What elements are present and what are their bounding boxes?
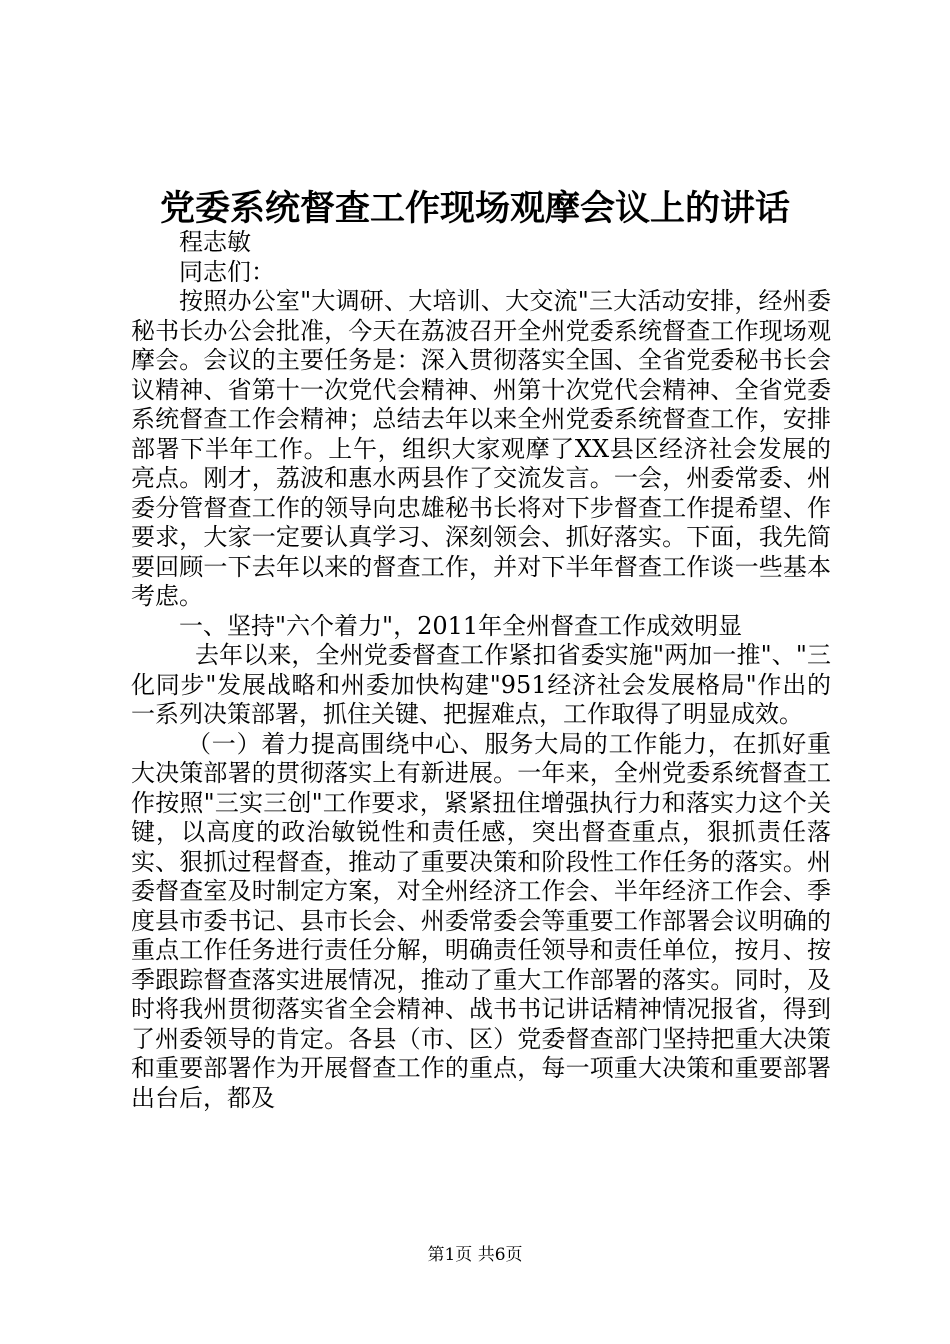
- intro-paragraph: 按照办公室"大调研、大培训、大交流"三大活动安排，经州委秘书长办公会批准，今天在荔波召开全州党委系统督查工作现场观摩会。会议的主要任务是：深入贯彻落实全国、全省党委秘书长会议精神、省第十一次党代会精神、州第十次党代会精神、全省党委系统督查工作会精神；总结去年以来全州党委系统督查工作，安排部署下半年工作。上午，组织大家观摩了XX县区经济社会发展的亮点。刚才，荔波和惠水两县作了交流发言。一会，州委常委、州委分管督查工作的领导向忠雄秘书长将对下步督查工作提希望、作要求，大家一定要认真学习、深刻领会、抓好落实。下面，我先简要回顾一下去年以来的督查工作，并对下半年督查工作谈一些基本考虑。: [131, 287, 831, 610]
- author-name: 程志敏: [179, 228, 251, 256]
- page-footer: 第1页 共6页: [427, 1245, 523, 1265]
- greeting: 同志们：: [179, 257, 275, 286]
- document-title: 党委系统督查工作现场观摩会议上的讲话: [159, 188, 790, 229]
- section-heading: 一、坚持"六个着力"，2011年全州督查工作成效明显: [179, 611, 743, 640]
- document-body: [131, 228, 831, 1113]
- subsection-paragraph: （一）着力提高围绕中心、服务大局的工作能力，在抓好重大决策部署的贯彻落实上有新进展。一年来，全州党委系统督查工作按照"三实三创"工作要求，紧紧扭住增强执行力和落实力这个关键，以高度的政治敏锐性和责任感，突出督查重点，狠抓责任落实、狠抓过程督查，推动了重要决策和阶段性工作任务的落实。州委督查室及时制定方案，对全州经济工作会、半年经济工作会、季度县市委书记、县市长会、州委常委会等重要工作部署会议明确的重点工作任务进行责任分解，明确责任领导和责任单位，按月、按季跟踪督查落实进展情况，推动了重大工作部署的落实。同时，及时将我州贯彻落实省全会精神、战书书记讲话精神情况报省，得到了州委领导的肯定。各县（市、区）党委督查部门坚持把重大决策和重要部署作为开展督查工作的重点，每一项重大决策和重要部署出台后，都及: [131, 729, 831, 1112]
- section-paragraph: 去年以来，全州党委督查工作紧扣省委实施"两加一推"、"三化同步"发展战略和州委加快构建"951经济社会发展格局"作出的一系列决策部署，抓住关键、把握难点，工作取得了明显成效。: [131, 641, 831, 728]
